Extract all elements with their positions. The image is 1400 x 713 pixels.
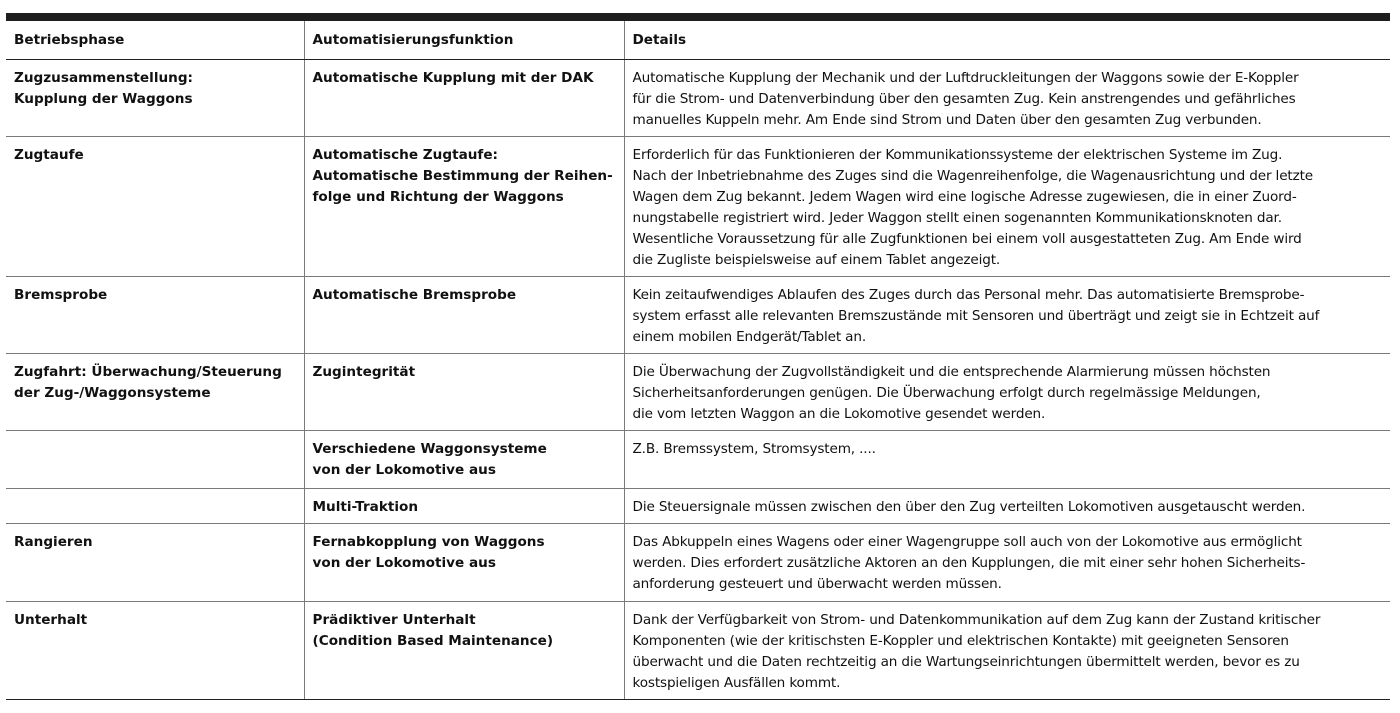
header-automatisierungsfunktion: Automatisierungsfunktion [304, 21, 624, 59]
function-cell: Fernabkopplung von Waggons von der Lokomotive aus [304, 523, 624, 601]
phase-cell: Zugtaufe [6, 136, 304, 276]
phase-cell: Rangieren [6, 523, 304, 601]
table-row [6, 488, 1390, 523]
phase-cell [6, 430, 304, 488]
details-cell: Die Steuersignale müssen zwischen den über den Zug verteilten Lokomotiven ausgetauscht werden. [624, 488, 1390, 523]
details-cell: Dank der Verfügbarkeit von Strom- und Datenkommunikation auf dem Zug kann der Zustand kritischer Komponenten (wie der kritischsten E-Koppler und elektrischen Kontakte) mit geeigneten Sensoren überwacht und die Daten rechtzeitig an die Wartungseinrichtungen übermittelt werden, bevor es zu kostspieligen Ausfällen kommt. [624, 601, 1390, 699]
table-row [6, 136, 1390, 276]
function-cell: Zugintegrität [304, 353, 624, 430]
details-cell: Erforderlich für das Funktionieren der Kommunikationssysteme der elektrischen Systeme im Zug. Nach der Inbetriebnahme des Zuges sind die Wagenreihenfolge, die Wagenausrichtung und der letzte Wagen dem Zug bekannt. Jedem Wagen wird eine logische Adresse zugewiesen, die in einer Zuord- nungstabelle registriert wird. Jeder Waggon stellt einen sogenannten Kommunikationsknoten dar. Wesentliche Voraussetzung für alle Zugfunktionen bei einem voll ausgestatteten Zug. Am Ende wird die Zugliste beispielsweise auf einem Tablet angezeigt. [624, 136, 1390, 276]
phase-cell: Zugfahrt: Überwachung/Steuerung der Zug-/Waggonsysteme [6, 353, 304, 430]
header-row [6, 21, 1390, 59]
table-row [6, 353, 1390, 430]
phase-cell: Bremsprobe [6, 276, 304, 353]
phase-cell: Zugzusammenstellung: Kupplung der Waggons [6, 59, 304, 136]
details-cell: Automatische Kupplung der Mechanik und der Luftdruckleitungen der Waggons sowie der E-Koppler für die Strom- und Datenverbindung über den gesamten Zug. Kein anstrengendes und gefährliches manuelles Kuppeln mehr. Am Ende sind Strom und Daten über den gesamten Zug verbunden. [624, 59, 1390, 136]
automation-table [6, 21, 1390, 700]
function-cell: Verschiedene Waggonsysteme von der Lokomotive aus [304, 430, 624, 488]
top-rule [6, 13, 1390, 21]
header-betriebsphase: Betriebsphase [6, 21, 304, 59]
table-row [6, 430, 1390, 488]
details-cell: Kein zeitaufwendiges Ablaufen des Zuges durch das Personal mehr. Das automatisierte Bremsprobe- system erfasst alle relevanten Bremszustände mit Sensoren und überträgt und zeigt sie in Echtzeit auf einem mobilen Endgerät/Tablet an. [624, 276, 1390, 353]
function-cell: Automatische Bremsprobe [304, 276, 624, 353]
function-cell: Automatische Kupplung mit der DAK [304, 59, 624, 136]
function-cell: Prädiktiver Unterhalt (Condition Based Maintenance) [304, 601, 624, 699]
table-row [6, 276, 1390, 353]
phase-cell: Unterhalt [6, 601, 304, 699]
table-row [6, 523, 1390, 601]
table-row [6, 59, 1390, 136]
function-cell: Multi-Traktion [304, 488, 624, 523]
function-cell: Automatische Zugtaufe: Automatische Bestimmung der Reihen- folge und Richtung der Waggons [304, 136, 624, 276]
details-cell: Die Überwachung der Zugvollständigkeit und die entsprechende Alarmierung müssen höchsten Sicherheitsanforderungen genügen. Die Überwachung erfolgt durch regelmässige Meldungen, die vom letzten Waggon an die Lokomotive gesendet werden. [624, 353, 1390, 430]
details-cell: Z.B. Bremssystem, Stromsystem, .... [624, 430, 1390, 488]
table-row [6, 601, 1390, 699]
details-cell: Das Abkuppeln eines Wagens oder einer Wagengruppe soll auch von der Lokomotive aus ermöglicht werden. Dies erfordert zusätzliche Aktoren an den Kupplungen, die mit einer sehr hohen Sicherheits- anforderung gesteuert und überwacht werden müssen. [624, 523, 1390, 601]
header-details: Details [624, 21, 1390, 59]
phase-cell [6, 488, 304, 523]
